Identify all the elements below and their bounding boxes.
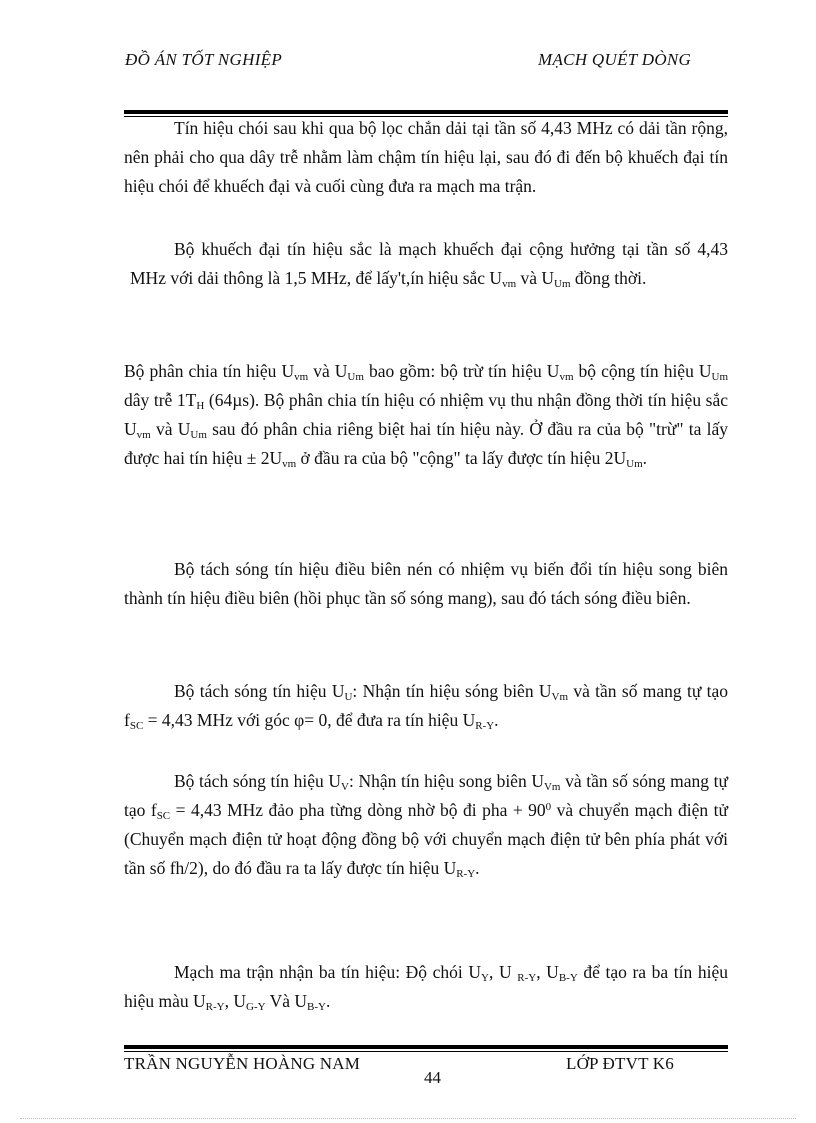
paragraph-4: Bộ tách sóng tín hiệu điều biên nén có nhiệm vụ biến đổi tín hiệu song biên thành tín hiệu điều biên (hồi phục tần số sóng mang), sau đó tách sóng điều biên. [124, 559, 728, 608]
footer-rule-thick [124, 1045, 728, 1049]
header-title-left: ĐỒ ÁN TỐT NGHIỆP [125, 50, 283, 69]
footer-class: LỚP ĐTVT K6 [566, 1054, 674, 1073]
paragraph-1: Tín hiệu chói sau khi qua bộ lọc chắn dải tại tần số 4,43 MHz có dải tần rộng, nên phải cho qua dây trễ nhằm làm chậm tín hiệu lại, sau đó đi đến bộ khuếch đại tín hiệu chói để khuếch đại và cuối cùng đưa ra mạch ma trận. [124, 118, 728, 196]
paragraph-3: Bộ phân chia tín hiệu $U_{vm}$ và $U_{Um}$ bao gồm: bộ trừ tín hiệu $U_{vm}$ bộ cộng tín hiệu $U_{Um}$ dây trễ $1T_H$ (64µs). Bộ phân chia tín hiệu có nhiệm vụ thu nhận đồng thời tín hiệu sắc $U_{vm}$ và $U_{Um}$ sau đó phân chia riêng biệt hai tín hiệu này. Ở đầu ra của bộ "trừ" ta lấy được hai tín hiệu ± $2U_{vm}$ ở đầu ra của bộ "cộng" ta lấy được tín hiệu $2U_{Um}$. [124, 361, 729, 470]
paragraph-2: Bộ khuếch đại tín hiệu sắc là mạch khuếch đại cộng hưởng tại tần số 4,43 MHz với dải thông là 1,5 MHz, để lấy't,ín hiệu sắc $U_{vm}$ và $U_{Um}$ đồng thời. [130, 239, 728, 290]
footer-rule-thin [124, 1051, 728, 1052]
paragraph-5: Bộ tách sóng tín hiệu $U_U$: Nhận tín hiệu sóng biên $U_{Vm}$ và tần số mang tự tạo $f_{SC} = 4,43$ MHz với góc φ= 0, để đưa ra tín hiệu $U_{R-Y}$. [124, 681, 728, 732]
page-bottom-dotted-line [20, 1118, 796, 1119]
page-number: 44 [424, 1068, 441, 1087]
header-title-right: MẠCH QUÉT DÒNG [538, 50, 692, 69]
paragraph-7: Mạch ma trận nhận ba tín hiệu: Độ chói $U_Y$, U $_{R-Y}$, $U_{B-Y}$ để tạo ra ba tín hiệu hiệu màu $U_{R-Y}$, $U_{G-Y}$ Và $U_{B-Y}$. [124, 962, 729, 1013]
paragraph-6: Bộ tách sóng tín hiệu $U_V$: Nhận tín hiệu song biên $U_{Vm}$ và tần số sóng mang tự tạo $f_{SC} = 4,43$ MHz đảo pha từng dòng nhờ bộ đi pha + $90^0$ và chuyển mạch điện tử (Chuyển mạch điện tử hoạt động đồng bộ với chuyển mạch điện tử bên phía phát với tần số fh/2), do đó đầu ra ta lấy được tín hiệu $U_{R-Y}$. [124, 771, 728, 880]
footer-author: TRẦN NGUYỄN HOÀNG NAM [124, 1054, 361, 1073]
